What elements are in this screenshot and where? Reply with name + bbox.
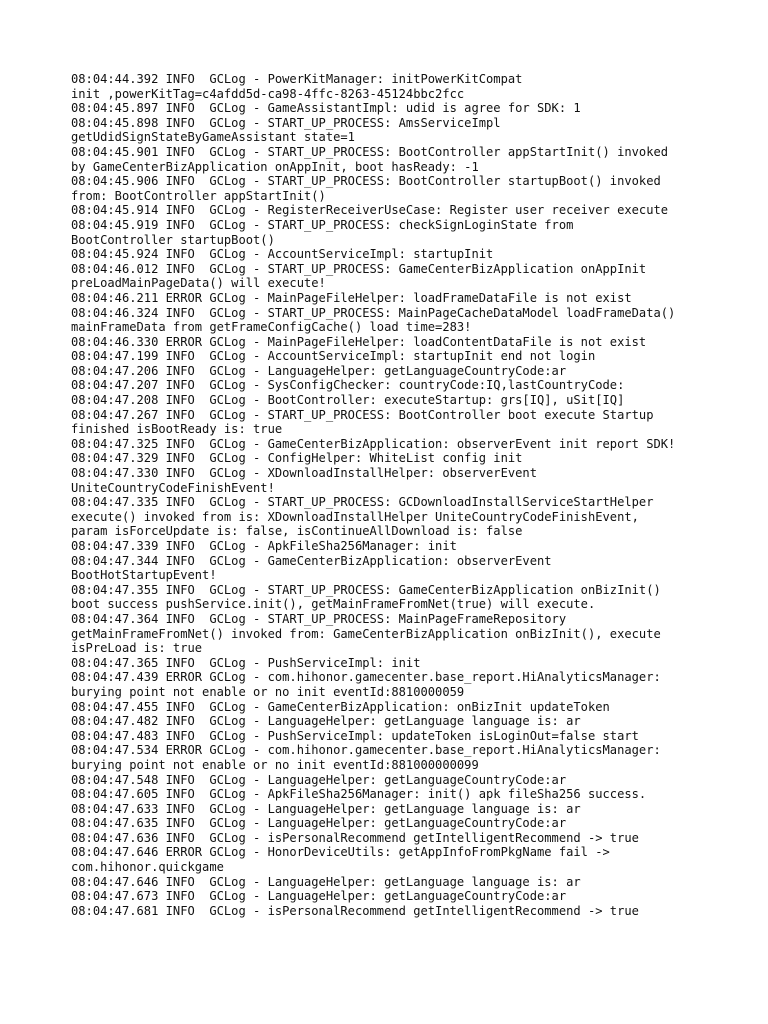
log-line: 08:04:47.635 INFO GCLog - LanguageHelper: getLanguageCountryCode:ar: [71, 816, 567, 831]
log-line: isPreLoad is: true: [71, 641, 203, 656]
log-line: BootHotStartupEvent!: [71, 568, 217, 583]
log-line: 08:04:47.199 INFO GCLog - AccountServiceImpl: startupInit end not login: [71, 349, 596, 364]
log-line: 08:04:46.211 ERROR GCLog - MainPageFileHelper: loadFrameDataFile is not exist: [71, 290, 632, 305]
log-line: burying point not enable or no init eventId:881000000099: [71, 757, 479, 772]
log-line: from: BootController appStartInit(): [71, 188, 326, 203]
log-line: 08:04:45.901 INFO GCLog - START_UP_PROCESS: BootController appStartInit() invoked: [71, 144, 669, 159]
log-line: 08:04:47.605 INFO GCLog - ApkFileSha256Manager: init() apk fileSha256 success.: [71, 787, 647, 802]
log-line: burying point not enable or no init eventId:8810000059: [71, 684, 465, 699]
log-line: BootController startupBoot(): [71, 232, 275, 247]
log-line: mainFrameData from getFrameConfigCache() load time=283!: [71, 320, 472, 335]
log-line: 08:04:45.914 INFO GCLog - RegisterReceiverUseCase: Register user receiver execute: [71, 203, 669, 218]
log-line: 08:04:47.329 INFO GCLog - ConfigHelper: WhiteList config init: [71, 451, 523, 466]
log-line: 08:04:47.482 INFO GCLog - LanguageHelper: getLanguage language is: ar: [71, 714, 581, 729]
log-line: 08:04:45.924 INFO GCLog - AccountServiceImpl: startupInit: [71, 247, 494, 262]
log-line: 08:04:44.392 INFO GCLog - PowerKitManager: initPowerKitCompat: [71, 72, 523, 86]
log-line: 08:04:47.483 INFO GCLog - PushServiceImpl: updateToken isLoginOut=false start: [71, 728, 639, 743]
log-line: 08:04:47.455 INFO GCLog - GameCenterBizApplication: onBizInit updateToken: [71, 699, 610, 714]
log-line: 08:04:47.548 INFO GCLog - LanguageHelper: getLanguageCountryCode:ar: [71, 772, 567, 787]
log-line: 08:04:46.324 INFO GCLog - START_UP_PROCESS: MainPageCacheDataModel loadFrameData(): [71, 305, 676, 320]
log-line: by GameCenterBizApplication onAppInit, boot hasReady: -1: [71, 159, 479, 174]
log-line: param isForceUpdate is: false, isContinueAllDownload is: false: [71, 524, 523, 539]
log-line: 08:04:47.364 INFO GCLog - START_UP_PROCESS: MainPageFrameRepository: [71, 611, 567, 626]
log-line: init ,powerKitTag=c4afdd5d-ca98-4ffc-8263-45124bbc2fcc: [71, 86, 465, 101]
log-line: 08:04:47.207 INFO GCLog - SysConfigChecker: countryCode:IQ,lastCountryCode:: [71, 378, 625, 393]
log-line: 08:04:47.673 INFO GCLog - LanguageHelper: getLanguageCountryCode:ar: [71, 889, 567, 904]
log-line: 08:04:47.365 INFO GCLog - PushServiceImpl: init: [71, 655, 421, 670]
log-line: 08:04:47.330 INFO GCLog - XDownloadInstallHelper: observerEvent: [71, 466, 537, 481]
log-line: 08:04:47.646 ERROR GCLog - HonorDeviceUtils: getAppInfoFromPkgName fail ->: [71, 845, 610, 860]
log-body: [71, 72, 731, 918]
log-line: getUdidSignStateByGameAssistant state=1: [71, 130, 355, 145]
log-line: UniteCountryCodeFinishEvent!: [71, 480, 275, 495]
log-line: finished isBootReady is: true: [71, 422, 283, 437]
log-line: 08:04:45.906 INFO GCLog - START_UP_PROCESS: BootController startupBoot() invoked: [71, 174, 661, 189]
log-line: 08:04:47.355 INFO GCLog - START_UP_PROCESS: GameCenterBizApplication onBizInit(): [71, 582, 661, 597]
log-line: execute() invoked from is: XDownloadInstallHelper UniteCountryCodeFinishEvent,: [71, 509, 639, 524]
log-line: 08:04:45.897 INFO GCLog - GameAssistantImpl: udid is agree for SDK: 1: [71, 101, 581, 116]
log-line: 08:04:47.344 INFO GCLog - GameCenterBizApplication: observerEvent: [71, 553, 552, 568]
log-line: 08:04:45.919 INFO GCLog - START_UP_PROCESS: checkSignLoginState from: [71, 217, 574, 232]
log-line: getMainFrameFromNet() invoked from: GameCenterBizApplication onBizInit(), execute: [71, 626, 661, 641]
log-line: 08:04:47.633 INFO GCLog - LanguageHelper: getLanguage language is: ar: [71, 801, 581, 816]
log-line: 08:04:45.898 INFO GCLog - START_UP_PROCESS: AmsServiceImpl: [71, 115, 501, 130]
log-line: 08:04:46.012 INFO GCLog - START_UP_PROCESS: GameCenterBizApplication onAppInit: [71, 261, 647, 276]
log-line: 08:04:47.339 INFO GCLog - ApkFileSha256Manager: init: [71, 539, 457, 553]
log-line: 08:04:47.646 INFO GCLog - LanguageHelper: getLanguage language is: ar: [71, 874, 581, 889]
log-line: preLoadMainPageData() will execute!: [71, 276, 326, 291]
log-line: 08:04:47.439 ERROR GCLog - com.hihonor.gamecenter.base_report.HiAnalyticsManager:: [71, 670, 661, 685]
log-line: 08:04:47.636 INFO GCLog - isPersonalRecommend getIntelligentRecommend -> true: [71, 830, 639, 845]
log-line: 08:04:47.267 INFO GCLog - START_UP_PROCESS: BootController boot execute Startup: [71, 407, 654, 422]
log-line: boot success pushService.init(), getMainFrameFromNet(true) will execute.: [71, 597, 596, 612]
log-line: 08:04:47.534 ERROR GCLog - com.hihonor.gamecenter.base_report.HiAnalyticsManager:: [71, 743, 661, 758]
log-line: 08:04:47.208 INFO GCLog - BootController: executeStartup: grs[IQ], uSit[IQ]: [71, 393, 625, 408]
log-line: 08:04:47.681 INFO GCLog - isPersonalRecommend getIntelligentRecommend -> true: [71, 903, 639, 918]
log-document: [71, 72, 731, 918]
log-line: 08:04:47.206 INFO GCLog - LanguageHelper: getLanguageCountryCode:ar: [71, 363, 567, 378]
log-line: 08:04:47.325 INFO GCLog - GameCenterBizApplication: observerEvent init report SDK!: [71, 436, 676, 451]
log-line: 08:04:47.335 INFO GCLog - START_UP_PROCESS: GCDownloadInstallServiceStartHelper: [71, 495, 654, 510]
log-line: com.hihonor.quickgame: [71, 860, 224, 875]
log-line: 08:04:46.330 ERROR GCLog - MainPageFileHelper: loadContentDataFile is not exist: [71, 334, 647, 349]
